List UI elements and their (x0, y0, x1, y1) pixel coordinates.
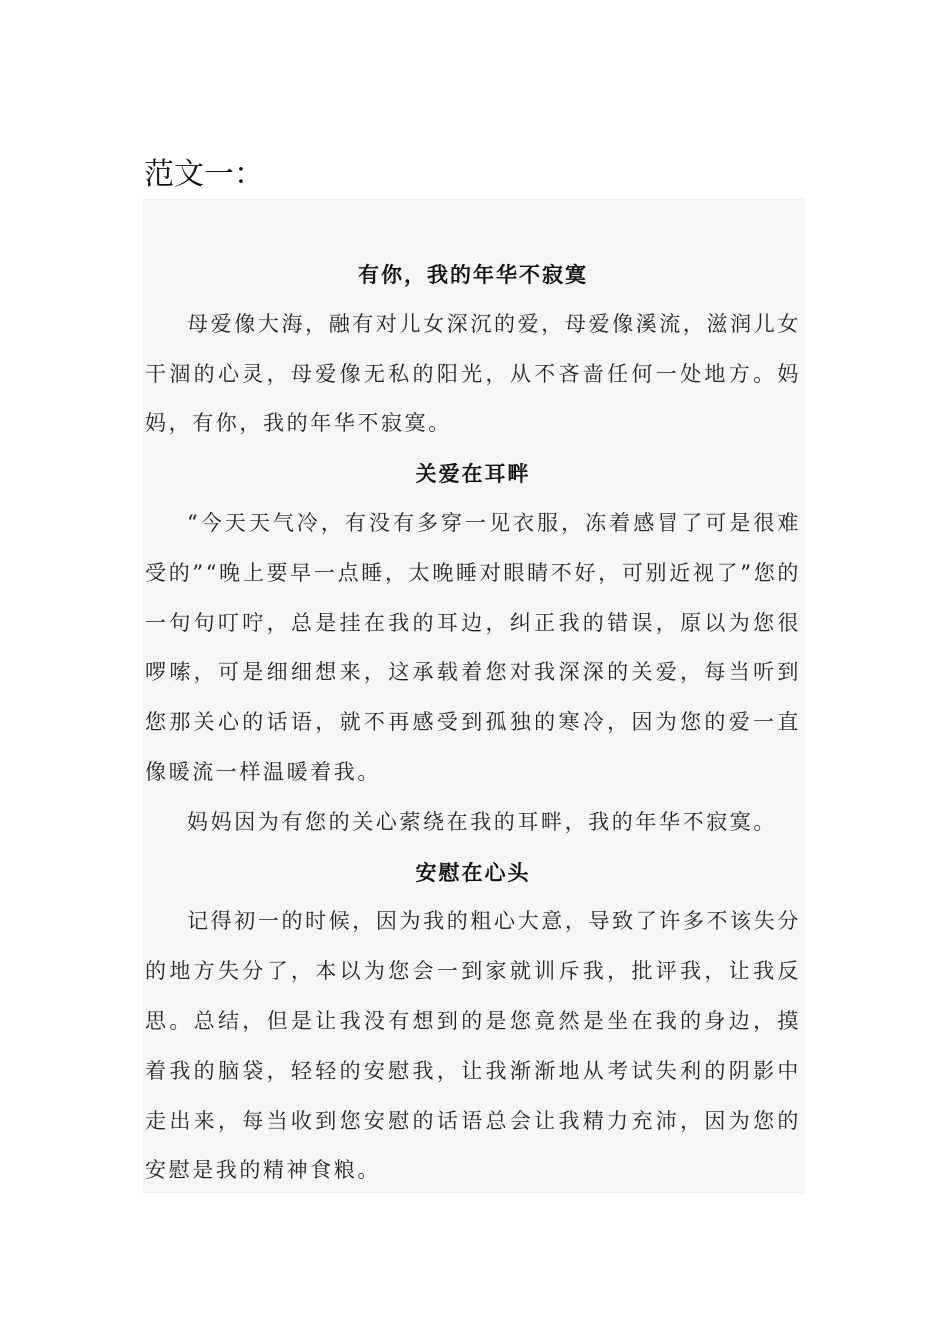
section-title-2: 安慰在心头 (415, 859, 531, 885)
intro-paragraph: 母爱像大海，融有对儿女深沉的爱，母爱像溪流，滋润儿女干涸的心灵，母爱像无私的阳光，从不吝啬任何一处地方。妈妈，有你，我的年华不寂寞。 (145, 311, 801, 436)
article (145, 250, 801, 1196)
section-title-1: 关爱在耳畔 (415, 461, 531, 487)
section-1-paragraph-2: 妈妈因为有您的关心萦绕在我的耳畔，我的年华不寂寞。 (187, 809, 777, 834)
section-2-paragraph-1: 记得初一的时候，因为我的粗心大意，导致了许多不该失分的地方失分了，本以为您会一到家就训斥我，批评我，让我反思。总结，但是让我没有想到的是您竟然是坐在我的身边，摸着我的脑袋，轻轻的安慰我，让我渐渐地从考试失利的阴影中走出来，每当收到您安慰的话语总会让我精力充沛，因为您的安慰是我的精神食粮。 (145, 909, 801, 1183)
section-1-paragraph-1: “今天天气冷，有没有多穿一见衣服，冻着感冒了可是很难受的”“晚上要早一点睡，太晚睡对眼睛不好，可别近视了”您的一句句叮咛，总是挂在我的耳边，纠正我的错误，原以为您很啰嗦，可是细细想来，这承载着您对我深深的关爱，每当听到您那关心的话语，就不再感受到孤独的寒冷，因为您的爱一直像暖流一样温暖着我。 (145, 510, 801, 784)
article-title: 有你，我的年华不寂寞 (358, 262, 588, 287)
page-heading: 范文一： (144, 157, 264, 192)
